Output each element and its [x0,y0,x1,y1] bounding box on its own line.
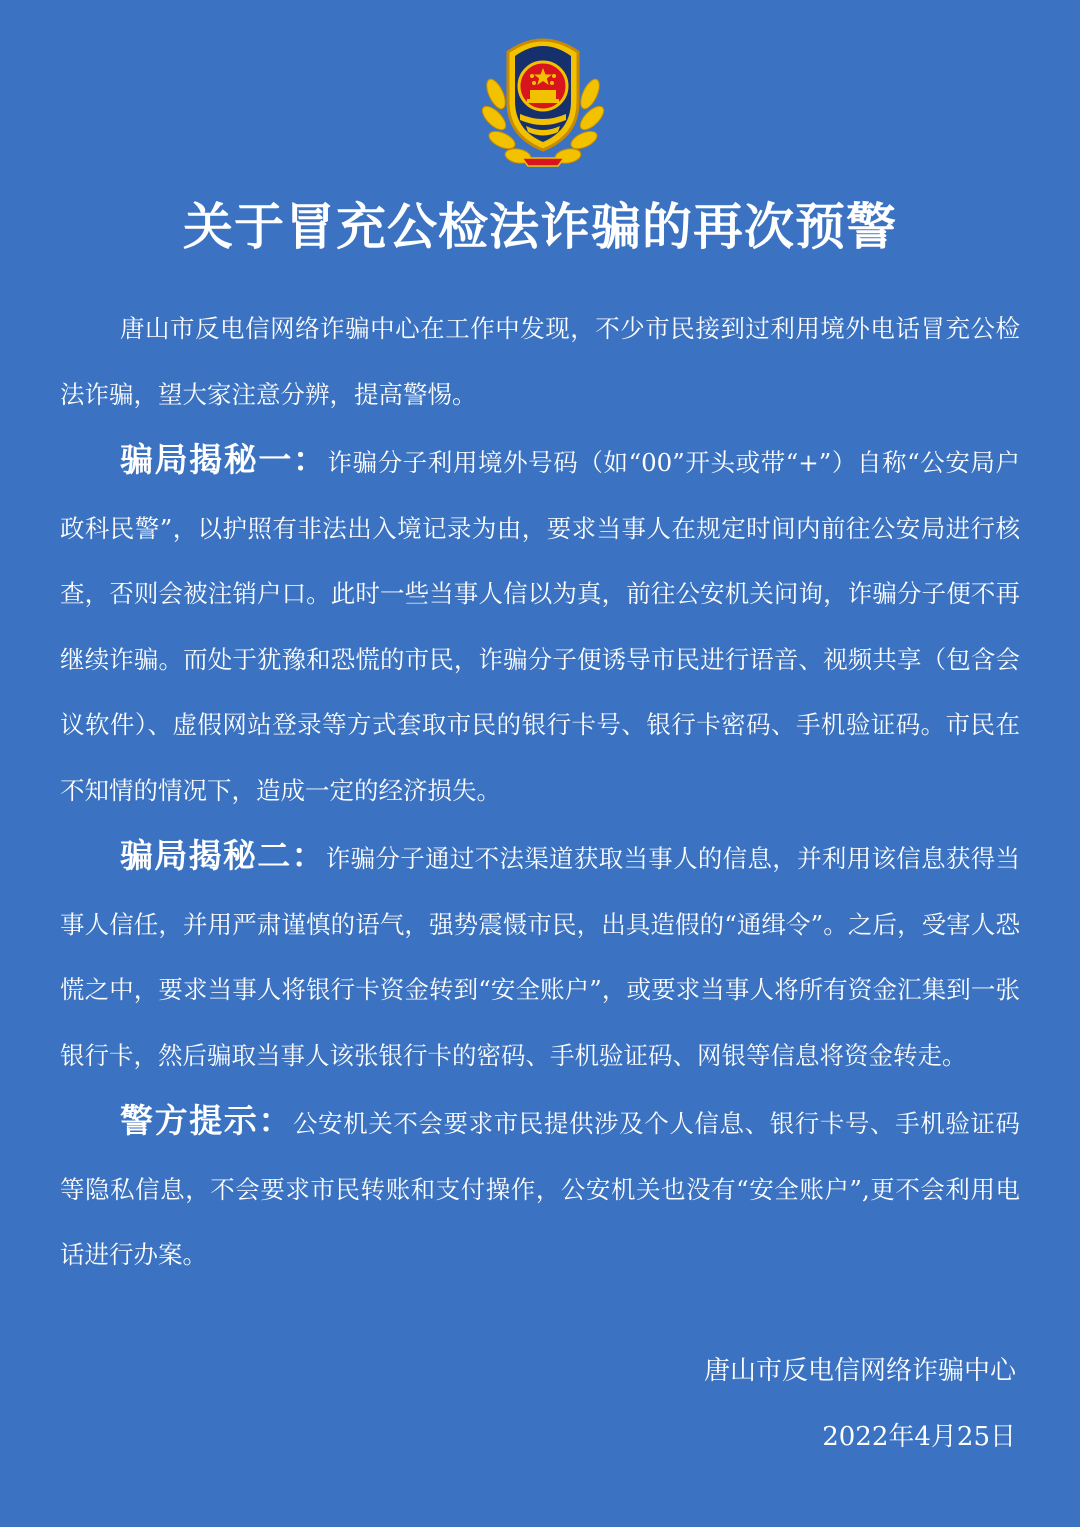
section-3 [60,1088,1020,1288]
section-1-text: 诈骗分子利用境外号码（如“00”开头或带“+”）自称“公安局户政科民警”，以护照有非法出入境记录为由，要求当事人在规定时间内前往公安局进行核查，否则会被注销户口。此时一些当事人信以为真，前往公安机关问询，诈骗分子便不再继续诈骗。而处于犹豫和恐慌的市民，诈骗分子便诱导市民进行语音、视频共享（包含会议软件）、虚假网站登录等方式套取市民的银行卡号、银行卡密码、手机验证码。市民在不知情的情况下，造成一定的经济损失。 [60,448,1021,805]
intro-paragraph: 唐山市反电信网络诈骗中心在工作中发现，不少市民接到过利用境外电话冒充公检法诈骗，望大家注意分辨，提高警惕。 [60,314,1020,409]
signature-org: 唐山市反电信网络诈骗中心 [703,1356,1016,1386]
section-2-text: 诈骗分子通过不法渠道获取当事人的信息，并利用该信息获得当事人信任，并用严肃谨慎的语气，强势震慑市民，出具造假的“通缉令”。之后，受害人恐慌之中，要求当事人将银行卡资金转到“安全账户”，或要求当事人将所有资金汇集到一张银行卡，然后骗取当事人该张银行卡的密码、手机验证码、网银等信息将资金转走。 [60,844,1021,1070]
notice-body [60,296,1020,1288]
section-1-heading: 骗局揭秘一： [120,440,328,479]
signature-date: 2022年4月25日 [822,1422,1016,1452]
police-emblem-icon [478,24,608,172]
section-2-heading: 骗局揭秘二： [120,836,326,875]
section-1 [60,427,1020,823]
section-2 [60,823,1020,1088]
signature-block [704,1338,1016,1470]
section-3-text: 公安机关不会要求市民提供涉及个人信息、银行卡号、手机验证码等隐私信息，不会要求市民转账和支付操作，公安机关也没有“安全账户”,更不会利用电话进行办案。 [60,1109,1021,1269]
section-3-heading: 警方提示： [120,1101,293,1140]
page-title: 关于冒充公检法诈骗的再次预警 [183,198,897,256]
